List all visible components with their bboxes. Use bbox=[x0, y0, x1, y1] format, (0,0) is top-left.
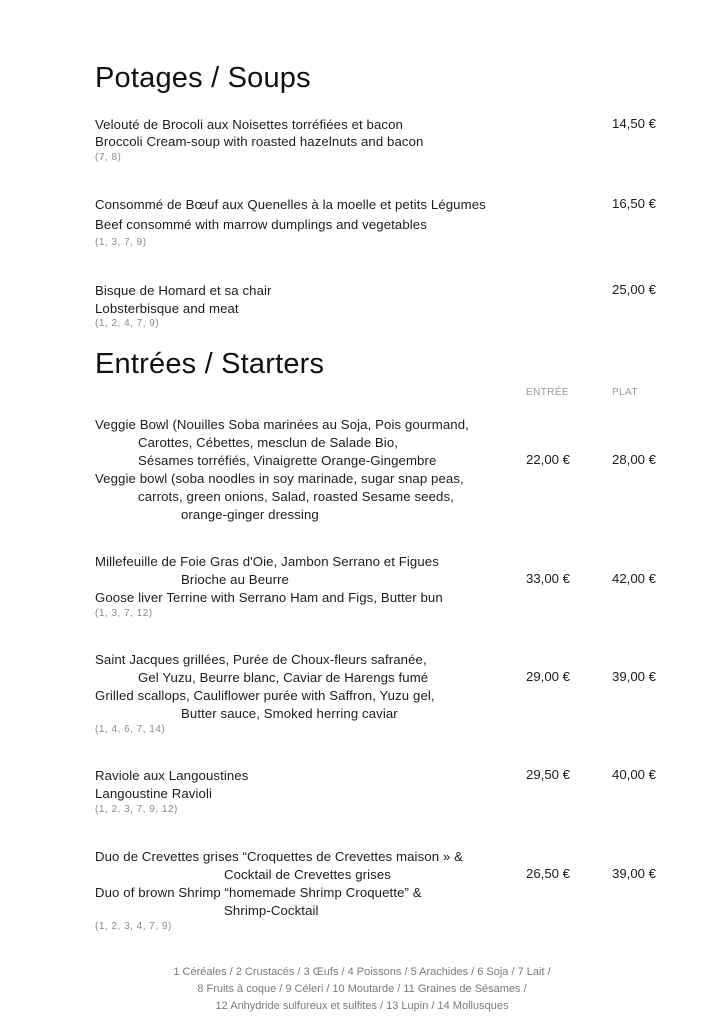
allergens: (7, 8) bbox=[95, 152, 122, 163]
dish-line: Saint Jacques grillées, Purée de Choux-fleurs safranée, bbox=[95, 652, 427, 667]
price: 14,50 € bbox=[612, 116, 656, 131]
column-header-entree: ENTRÉE bbox=[526, 387, 569, 398]
dish-line: Sésames torréfiés, Vinaigrette Orange-Gingembre bbox=[138, 453, 437, 468]
legend-line: 12 Anhydride sulfureux et sulfites / 13 Lupin / 14 Mollusques bbox=[215, 1000, 509, 1012]
dish-line: Duo de Crevettes grises “Croquettes de Crevettes maison » & bbox=[95, 849, 463, 864]
dish-line: Veggie bowl (soba noodles in soy marinade, sugar snap peas, bbox=[95, 471, 464, 486]
price-entree: 33,00 € bbox=[526, 571, 570, 586]
dish-line: Goose liver Terrine with Serrano Ham and Figs, Butter bun bbox=[95, 590, 443, 605]
price-plat: 39,00 € bbox=[612, 866, 656, 881]
dish-line: Carottes, Cébettes, mesclun de Salade Bio, bbox=[138, 435, 399, 450]
dish-line: Shrimp-Cocktail bbox=[224, 903, 319, 918]
price: 25,00 € bbox=[612, 282, 656, 297]
price-entree: 29,00 € bbox=[526, 669, 570, 684]
dish-line: Butter sauce, Smoked herring caviar bbox=[181, 706, 398, 721]
dish-line: orange-ginger dressing bbox=[181, 507, 319, 522]
price-plat: 40,00 € bbox=[612, 767, 656, 782]
dish-line: Brioche au Beurre bbox=[181, 572, 289, 587]
price-entree: 26,50 € bbox=[526, 866, 570, 881]
dish-name-fr: Bisque de Homard et sa chair bbox=[95, 283, 272, 298]
dish-line: Grilled scallops, Cauliflower purée with Saffron, Yuzu gel, bbox=[95, 688, 435, 703]
dish-line: Millefeuille de Foie Gras d'Oie, Jambon Serrano et Figues bbox=[95, 554, 439, 569]
section-title-starters: Entrées / Starters bbox=[95, 348, 325, 380]
dish-name-fr: Velouté de Brocoli aux Noisettes torréfiées et bacon bbox=[95, 117, 403, 132]
column-header-plat: PLAT bbox=[612, 387, 638, 398]
dish-line: Langoustine Ravioli bbox=[95, 786, 213, 801]
price-entree: 22,00 € bbox=[526, 452, 570, 467]
dish-name-en: Lobsterbisque and meat bbox=[95, 301, 239, 316]
allergens: (1, 2, 4, 7, 9) bbox=[95, 318, 160, 329]
allergens: (1, 2, 3, 4, 7, 9) bbox=[95, 921, 172, 932]
dish-name-en: Beef consommé with marrow dumplings and vegetables bbox=[95, 217, 427, 232]
dish-line: carrots, green onions, Salad, roasted Sesame seeds, bbox=[138, 489, 454, 504]
legend-line: 8 Fruits à coque / 9 Céleri / 10 Moutarde / 11 Graines de Sésames / bbox=[197, 983, 527, 995]
allergens: (1, 3, 7, 9) bbox=[95, 237, 147, 248]
dish-line: Raviole aux Langoustines bbox=[95, 768, 249, 783]
price: 16,50 € bbox=[612, 196, 656, 211]
dish-name-fr: Consommé de Bœuf aux Quenelles à la moelle et petits Légumes bbox=[95, 197, 486, 212]
dish-line: Duo of brown Shrimp “homemade Shrimp Croquette” & bbox=[95, 885, 422, 900]
price-plat: 39,00 € bbox=[612, 669, 656, 684]
price-plat: 28,00 € bbox=[612, 452, 656, 467]
section-title-soups: Potages / Soups bbox=[95, 62, 311, 94]
dish-line: Gel Yuzu, Beurre blanc, Caviar de Harengs fumé bbox=[138, 670, 429, 685]
price-entree: 29,50 € bbox=[526, 767, 570, 782]
dish-line: Cocktail de Crevettes grises bbox=[224, 867, 391, 882]
allergens: (1, 3, 7, 12) bbox=[95, 608, 153, 619]
price-plat: 42,00 € bbox=[612, 571, 656, 586]
dish-line: Veggie Bowl (Nouilles Soba marinées au Soja, Pois gourmand, bbox=[95, 417, 469, 432]
allergens: (1, 2, 3, 7, 9, 12) bbox=[95, 804, 178, 815]
allergens: (1, 4, 6, 7, 14) bbox=[95, 724, 166, 735]
dish-name-en: Broccoli Cream-soup with roasted hazelnuts and bacon bbox=[95, 134, 424, 149]
legend-line: 1 Céréales / 2 Crustacés / 3 Œufs / 4 Poissons / 5 Arachides / 6 Soja / 7 Lait / bbox=[173, 966, 551, 978]
